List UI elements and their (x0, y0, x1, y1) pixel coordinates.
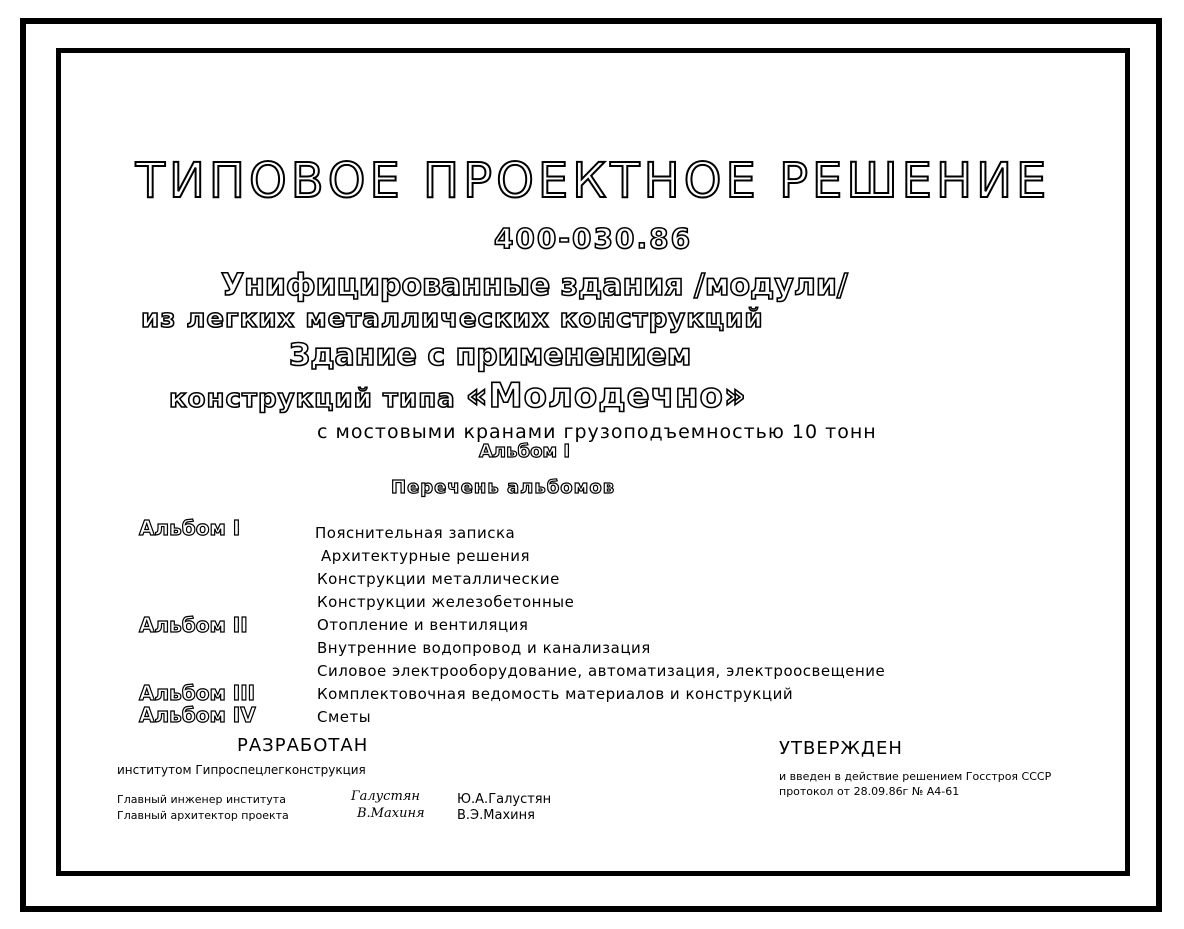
approved-title: УТВЕРЖДЕН (779, 738, 903, 759)
subtitle-line-2: из легких металлических конструкций (141, 304, 764, 334)
document-title: ТИПОВОЕ ПРОЕКТНОЕ РЕШЕНИЕ (135, 153, 1051, 209)
list-item: Силовое электрооборудование, автоматизация, электроосвещение (317, 662, 886, 680)
chief-engineer-signature: Галустян (351, 789, 420, 804)
document-code: 400-030.86 (493, 222, 693, 255)
developed-title: РАЗРАБОТАН (237, 735, 369, 756)
album-label-1: Альбом I (139, 516, 241, 540)
chief-architect-signature: В.Махиня (357, 806, 425, 821)
chief-engineer-name: Ю.А.Галустян (457, 792, 552, 807)
inner-frame (56, 48, 1130, 876)
chief-engineer-label: Главный инженер института (117, 793, 286, 806)
approved-line-1: и введен в действие решением Госстроя СССР (779, 770, 1052, 783)
list-item: Конструкции железобетонные (317, 593, 575, 611)
subtitle-line-4-name: «Молодечно» (465, 376, 747, 416)
developed-institute: институтом Гипроспецлегконструкция (117, 763, 366, 777)
list-title: Перечень альбомов (391, 477, 616, 498)
list-item: Комплектовочная ведомость материалов и конструкций (317, 685, 794, 703)
list-item: Сметы (317, 708, 372, 726)
list-item: Внутренние водопровод и канализация (317, 639, 651, 657)
list-item: Архитектурные решения (321, 547, 531, 565)
album-label-4: Альбом IV (139, 703, 256, 727)
album-label: Альбом I (479, 441, 571, 462)
list-item: Пояснительная записка (315, 524, 516, 542)
subtitle-line-1: Унифицированные здания /модули/ (221, 268, 848, 303)
list-item: Конструкции металлические (317, 570, 560, 588)
subtitle-line-4 (169, 376, 747, 416)
subtitle-line-4-prefix: конструкций типа (169, 384, 456, 414)
subtitle-line-3: Здание с применением (289, 338, 692, 373)
chief-architect-name: В.Э.Махиня (457, 808, 535, 823)
list-item: Отопление и вентиляция (317, 616, 529, 634)
subtitle-line-5: с мостовыми кранами грузоподъемностью 10 тонн (317, 421, 877, 443)
outer-frame (20, 18, 1162, 912)
album-label-2: Альбом II (139, 613, 248, 637)
approved-line-2: протокол от 28.09.86г № А4-61 (779, 785, 960, 798)
album-label-3: Альбом III (139, 681, 256, 705)
chief-architect-label: Главный архитектор проекта (117, 809, 289, 822)
